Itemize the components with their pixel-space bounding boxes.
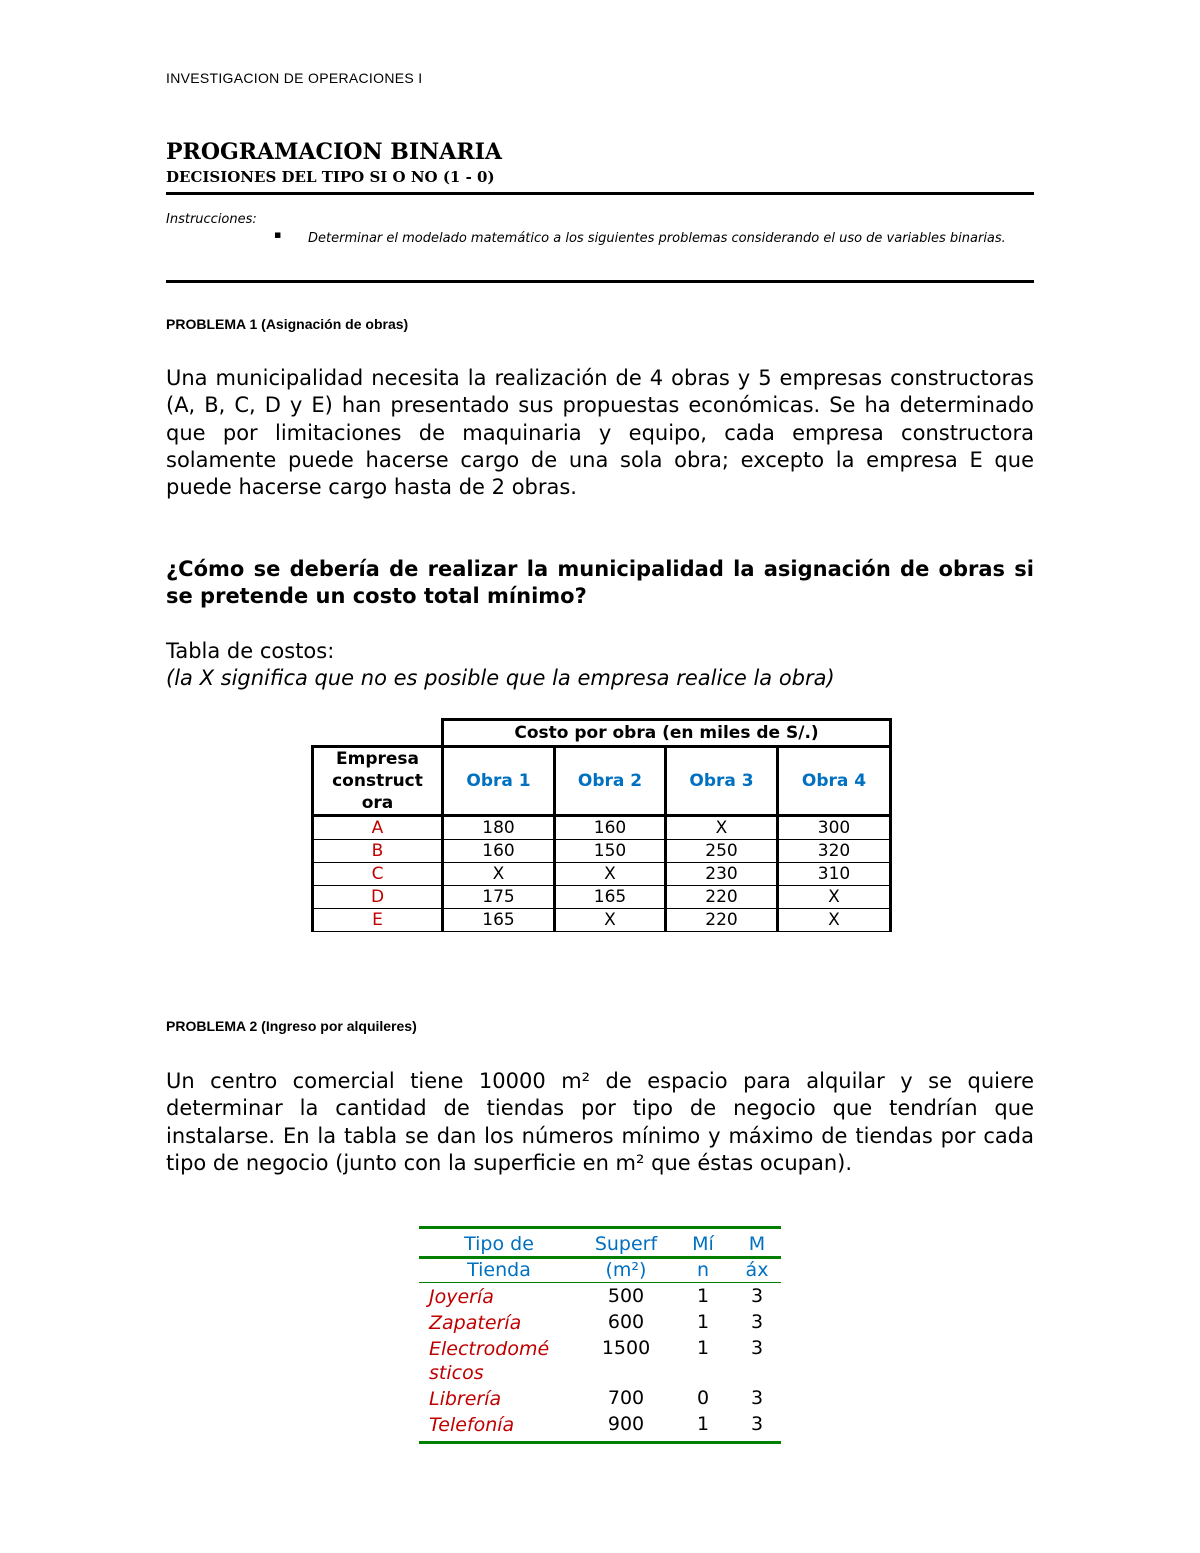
max-cell: 3: [750, 1285, 764, 1307]
tipo-header: Tipo de: [464, 1233, 534, 1255]
table-row: [419, 1385, 781, 1411]
table-row: [313, 816, 891, 840]
cost-cell: 165: [555, 886, 666, 909]
cost-cell: 160: [443, 840, 555, 863]
cost-cell: X: [778, 886, 891, 909]
empresa-cell: C: [313, 863, 443, 886]
cost-cell: X: [778, 909, 891, 932]
page-title: PROGRAMACION BINARIA: [166, 139, 502, 165]
cost-cell: 300: [778, 816, 891, 840]
superficie-header: Superf: [594, 1233, 658, 1255]
superficie-cell: 1500: [601, 1337, 651, 1359]
cost-cell: 220: [666, 909, 778, 932]
superficie-cell: 600: [607, 1311, 645, 1333]
cost-cell: X: [443, 863, 555, 886]
cost-cell: 150: [555, 840, 666, 863]
cost-cell: 220: [666, 886, 778, 909]
tipo-cell: Librería: [429, 1388, 502, 1410]
page-header: INVESTIGACION DE OPERACIONES I: [166, 70, 423, 86]
stores-table: [419, 1226, 781, 1444]
problem2-paragraph: Un centro comercial tiene 10000 m² de espacio para alquilar y se quiere determinar la cantidad de tiendas por tipo de negocio que tendrían que instalarse. En la tabla se dan los números mínimo y máximo de tiendas por cada tipo de negocio (junto con la superficie en m² que éstas ocupan).: [166, 1069, 1034, 1175]
table-row: [313, 863, 891, 886]
problem1-heading: PROBLEMA 1 (Asignación de obras): [166, 316, 409, 332]
problem1-question: ¿Cómo se debería de realizar la municipalidad la asignación de obras si se pretende un costo total mínimo?: [166, 557, 1034, 609]
max-header-2: áx: [733, 1258, 781, 1283]
cost-group-header: Costo por obra (en miles de S/.): [443, 720, 891, 747]
cost-cell: 160: [555, 816, 666, 840]
cost-cell: 175: [443, 886, 555, 909]
table-row: [419, 1411, 781, 1443]
cost-cell: X: [555, 909, 666, 932]
table-row: [313, 840, 891, 863]
tipo-header-2: Tienda: [419, 1258, 579, 1283]
tipo-cell: Electrodomé sticos: [429, 1338, 550, 1384]
min-cell: 0: [696, 1387, 710, 1409]
problem2-heading: PROBLEMA 2 (Ingreso por alquileres): [166, 1018, 417, 1034]
cost-cell: 180: [443, 816, 555, 840]
table-row: [419, 1335, 781, 1385]
obra3-header: Obra 3: [666, 747, 778, 816]
empresa-cell: D: [313, 886, 443, 909]
instructions-text: Determinar el modelado matemático a los siguientes problemas considerando el uso de variables binarias.: [308, 231, 1006, 246]
superficie-cell: 700: [607, 1387, 645, 1409]
empresa-header: Empresa construct ora: [313, 747, 443, 816]
bullet-icon: ▪: [274, 228, 282, 241]
cost-cell: 230: [666, 863, 778, 886]
max-header: M: [748, 1233, 766, 1255]
problem1-paragraph: Una municipalidad necesita la realización de 4 obras y 5 empresas constructoras (A, B, C, D y E) han presentado sus propuestas económicas. Se ha determinado que por limitaciones de maquinaria y equipo, cada empresa constructora solamente puede hacerse cargo de una sola obra; excepto la empresa E que puede hacerse cargo hasta de 2 obras.: [166, 366, 1034, 500]
min-cell: 1: [696, 1285, 710, 1307]
top-rule: [166, 192, 1034, 195]
tipo-cell: Zapatería: [429, 1312, 522, 1334]
superficie-cell: 900: [579, 1411, 673, 1443]
obra4-header: Obra 4: [778, 747, 891, 816]
cost-cell: 165: [443, 909, 555, 932]
max-cell: 3: [750, 1387, 764, 1409]
empresa-cell: B: [313, 840, 443, 863]
cost-cell: 250: [666, 840, 778, 863]
empresa-cell: E: [313, 909, 443, 932]
tipo-cell: Joyería: [429, 1286, 494, 1308]
cost-cell: 310: [778, 863, 891, 886]
superficie-header-2: (m²): [579, 1258, 673, 1283]
max-cell: 3: [750, 1337, 764, 1359]
cost-table: [311, 718, 892, 932]
page-subtitle: DECISIONES DEL TIPO SI O NO (1 - 0): [166, 168, 495, 186]
max-cell: 3: [750, 1311, 764, 1333]
max-cell: 3: [733, 1411, 781, 1443]
table-row: [419, 1283, 781, 1310]
bottom-rule: [166, 280, 1034, 283]
obra1-header: Obra 1: [443, 747, 555, 816]
cost-cell: X: [666, 816, 778, 840]
table-row: [419, 1309, 781, 1335]
min-header: Mí: [692, 1233, 714, 1255]
min-cell: 1: [696, 1311, 710, 1333]
table-corner: [313, 720, 443, 747]
empresa-cell: A: [313, 816, 443, 840]
min-cell: 1: [673, 1411, 733, 1443]
title-block: [166, 138, 1034, 188]
obra2-header: Obra 2: [555, 747, 666, 816]
superficie-cell: 500: [607, 1285, 645, 1307]
min-cell: 1: [696, 1337, 710, 1359]
table-row: [313, 909, 891, 932]
tipo-cell: Telefonía: [419, 1411, 579, 1443]
table1-note: (la X significa que no es posible que la empresa realice la obra): [166, 666, 835, 690]
cost-cell: X: [555, 863, 666, 886]
cost-cell: 320: [778, 840, 891, 863]
min-header-2: n: [673, 1258, 733, 1283]
instructions-label: Instrucciones:: [166, 212, 257, 227]
table-row: [313, 886, 891, 909]
table1-label: Tabla de costos:: [166, 639, 335, 663]
